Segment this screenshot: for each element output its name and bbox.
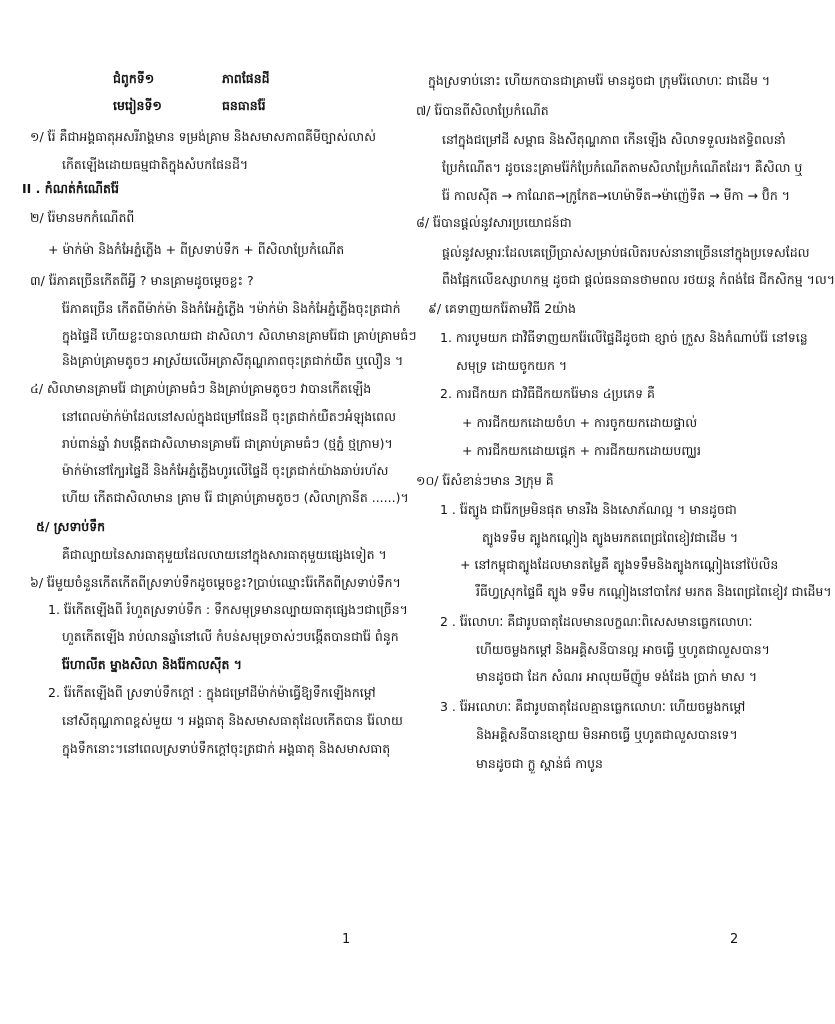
text-line: + ម៉ាក់ម៉ា និងកំអែភ្នំភ្លើង + ពីស្រទាប់ទឹក + ពីសិលាប្រែកំណើត: [48, 242, 345, 257]
text-line: ៤/ សិលាមានគ្រាមរ៉ែ ជាគ្រាប់គ្រាមធំៗ និងគ្រាប់គ្រាមតូចៗ វាបានកើតឡើង: [30, 381, 372, 396]
text-line: កើតឡើងដោយធម្មជាតិក្នុងសំបកផែនដី។: [62, 157, 249, 172]
text-line: ក្នុងទឹកនោះ។នៅពេលស្រទាប់ទឹកក្តៅចុះត្រជាក់ អង្គធាតុ និងសមាសធាតុ: [62, 741, 391, 756]
text-line: រាប់ពាន់ឆ្នាំ វាបង្កើតជាសិលាមានគ្រាមរ៉ែ ជាគ្រាប់គ្រាមធំៗ (ថ្មភ្នំ ថ្មក្រាម)។: [62, 436, 393, 451]
text-line: ហើយចម្លងកម្តៅ និងអគ្គិសនីបានល្អ អាចធ្វើ ឬហូតជាលួសបាន។: [476, 642, 770, 657]
chapter-label: ជំពូកទី១: [113, 71, 155, 86]
page-2: [384, 0, 835, 1024]
text-line: ក្នុងផ្ទៃដី ហើយខ្លះបានលាយជា ដាសិលា។ សិលាមានគ្រាមរ៉ែជា គ្រាប់គ្រាមធំៗ: [62, 328, 417, 343]
part-label: ភាពផែនដី: [222, 71, 270, 86]
text-line: រ៉ែហាលីត ម្នាងសិលា និងរ៉ែកាលស៊ីត ។: [62, 657, 242, 672]
text-line: ពឹងផ្អែកលើឧស្សាហកម្ម ដូចជា ផ្តល់ធនធានថាមពល រថយន្ត កំពង់ផែ ជីកសិកម្ម ។ល។: [442, 272, 835, 287]
text-line: 1 . រ៉ែត្បូង ជារ៉ែកម្រមិនផុត មានរឹង និងសោភ័ណល្អ ។ មានដូចជា: [440, 502, 737, 517]
text-line: + ការជីកយកដោយចំហ + ការចូកយកដោយផ្ទាល់: [462, 415, 698, 430]
text-line: + នៅកម្ពុជាត្បូងដែលមានតម្លៃគឺ ត្បូងទទឹមនិងត្បូងកណ្តៀងនៅប៉ៃលិន: [460, 557, 779, 572]
page-number: 1: [342, 932, 351, 947]
text-line: រឺធីហ្វស្រុកផ្ទៃធឺ ត្បូង ទទឹម កណ្តៀងនៅបាកែវ មរកត និងពេជ្រពៃខៀវ ជាដើម។: [476, 584, 832, 599]
text-line: គឺជាល្បាយនៃសារធាតុមួយដែលលាយនៅក្នុងសារធាតុមួយផ្សេងទៀត ។: [62, 547, 387, 562]
section-heading: II . កំណត់កំណើតរ៉ែ: [22, 181, 119, 196]
text-line: 1. ការបូមយក ជាវិធីទាញយករ៉ែលើផ្ទៃដីដូចជា ខ្សាច់ ក្រួស និងកំណាប់រ៉ែ នៅទន្លេ: [440, 330, 808, 345]
text-line: 2. ការជីកយក ជាវិធីជីកយករ៉ែមាន ៤ប្រភេទ គឺ: [440, 386, 655, 401]
text-line: ប្រែកំណើត។ ដូចនេះគ្រាមរ៉ែកំប្រែកំណើតតាមសិលាប្រែកំណើតដែរ។ គឺសិលា ឬ: [442, 160, 803, 175]
text-line: 3 . រ៉ែអលោហៈ គឺជារូបធាតុដែលគ្មានធ្លេកលោហៈ ហើយចម្លងកម្តៅ: [440, 699, 746, 714]
text-line: ៣/ រ៉ែភាគច្រើនកើតពីអ្វី ? មានគ្រាមដូចម្តេចខ្លះ ?: [30, 273, 254, 288]
text-line: ហើយ កើតជាសិលាមាន គ្រាម រ៉ែ ជាគ្រាប់គ្រាមតូចៗ (សិលាក្រានីត ......)។: [62, 490, 409, 505]
text-line: 2. រ៉ែកើតឡើងពី ស្រទាប់ទឹកក្តៅ : ក្នុងជម្រៅដីម៉ាក់ម៉ាធ្វើឱ្យទឹកឡើងកម្តៅ: [48, 685, 376, 700]
text-line: នៅសីតុណ្ហភាពខ្ពស់មួយ ។ អង្គធាតុ និងសមាសធាតុដែលកើតបាន រ៉ែលាយ: [62, 713, 403, 728]
text-line: នៅពេលម៉ាក់ម៉ាដែលនៅសល់ក្នុងជម្រៅផែនដី ចុះត្រជាក់យឺតៗអំឡុងពេល: [62, 409, 396, 424]
text-line: ហួតកើតឡើង រាប់លានឆ្នាំនៅលើ កំបន់សមុទ្រចាស់ៗបង្កើតបានជារ៉ែ ពំនូក: [62, 629, 399, 644]
subject-label: ធនធានរ៉ែ: [222, 98, 266, 113]
text-line: ត្បូងទទឹម ត្បូងកណ្តៀង ត្បូងមរកតពេជ្រពៃខៀវជាដើម ។: [482, 530, 739, 545]
text-line: ផ្តល់នូវសម្ភារៈដែលគេប្រើប្រាស់សម្រាប់ផលិតរបស់នានាច្រើននៅក្នុងប្រទេសដែល: [442, 245, 810, 260]
text-line: រ៉ែភាគច្រើន កើតពីម៉ាក់ម៉ា និងកំអែភ្នំភ្លើង ។ម៉ាក់ម៉ា និងកំអែភ្នំភ្លើងចុះត្រជាក់: [62, 301, 401, 316]
text-line: ម៉ាក់ម៉ានៅក្បែរផ្ទៃដី និងកំអែភ្នំភ្លើងហូរលើផ្ទៃដី ចុះត្រជាក់យ៉ាងឆាប់រហ័ស: [62, 463, 389, 478]
text-line: ៦/ រ៉ែមួយចំនួនកើតកើតពីស្រទាប់ទឹកដូចម្តេចខ្លះ?ប្រាប់ឈ្មោះរ៉ែកើតពីស្រទាប់ទឹក។: [30, 575, 401, 590]
text-line: + ការជីកយកដោយផ្តេក + ការជីកយកដោយបញ្ឈរ: [462, 443, 701, 458]
text-line: សមុទ្រ ដោយចូកយក ។: [456, 358, 568, 373]
text-line: រ៉ែ កាលស៊ីត → កាណែត→ក្រូកែត→ហេម៉ាទីត→ម៉ាញ៉េទីត → មីកា → ប៊ិក ។: [442, 188, 790, 203]
section-heading: ៥/ ស្រទាប់ទឹក: [36, 519, 106, 534]
text-line: និងអគ្គិសនីបានខ្សោយ មិនអាចធ្វើ ឬហូតជាលួសបានទេ។: [476, 727, 738, 742]
text-line: ២/ រ៉ែមានមកកំណើតពី: [30, 210, 135, 225]
text-line: 1. រ៉ែកើតឡើងពី រំហួតស្រទាប់ទឹក : ទឹកសមុទ្រមានល្បាយធាតុផ្សេងៗជាច្រើន។: [48, 602, 408, 617]
page-number: 2: [730, 932, 739, 947]
page-1: [0, 0, 417, 1024]
text-line: ១០/ រ៉ែសំខាន់ៗមាន 3ក្រុម គឺ: [416, 473, 554, 488]
text-line: ១/ រ៉ែ គឺជាអង្គធាតុអសរីរាង្គមាន ទម្រង់គ្រាម និងសមាសភាពគីមីច្បាស់លាស់: [30, 129, 377, 144]
text-line: ៨/ រ៉ែបានផ្តល់នូវសារប្រយោជន៍ជា: [416, 215, 572, 230]
text-line: មានដូចជា ក្លួ ស្ពាន់ធ៌ កាបូន: [476, 756, 603, 771]
text-line: ក្នុងស្រទាប់នោះ ហើយកបានជាគ្រាមរ៉ែ មានដូចជា ក្រុមរ៉ែលោហៈ ជាដើម ។: [428, 73, 771, 88]
text-line: 2 . រ៉ែលោហៈ គឺជារូបធាតុដែលមានលក្ខណៈពិសេសមានធ្លេកលោហៈ: [440, 614, 753, 629]
text-line: នៅក្នុងជម្រៅដី សម្ពាធ និងសីតុណ្ហភាព កើនឡើង សិលាទទួលរងឥទ្ធិពលនាំ: [442, 132, 786, 147]
text-line: ៩/ គេទាញយករ៉ែតាមវិធី 2យ៉ាង: [428, 301, 576, 316]
text-line: មានដូចជា ដែក សំណរ អាលុយមីញ៉ូម ទង់ដែង ប្រាក់ មាស ។: [476, 669, 758, 684]
text-line: និងគ្រាប់គ្រាមតូចៗ អាស្រ័យលើអត្រាសីតុណ្ហភាពចុះត្រជាក់យឺត ឬលឿន ។: [62, 353, 404, 368]
text-line: ៧/ រ៉ែបានពីសិលាប្រែកំណើត: [416, 103, 549, 118]
lesson-label: មេរៀនទី១: [113, 98, 162, 113]
